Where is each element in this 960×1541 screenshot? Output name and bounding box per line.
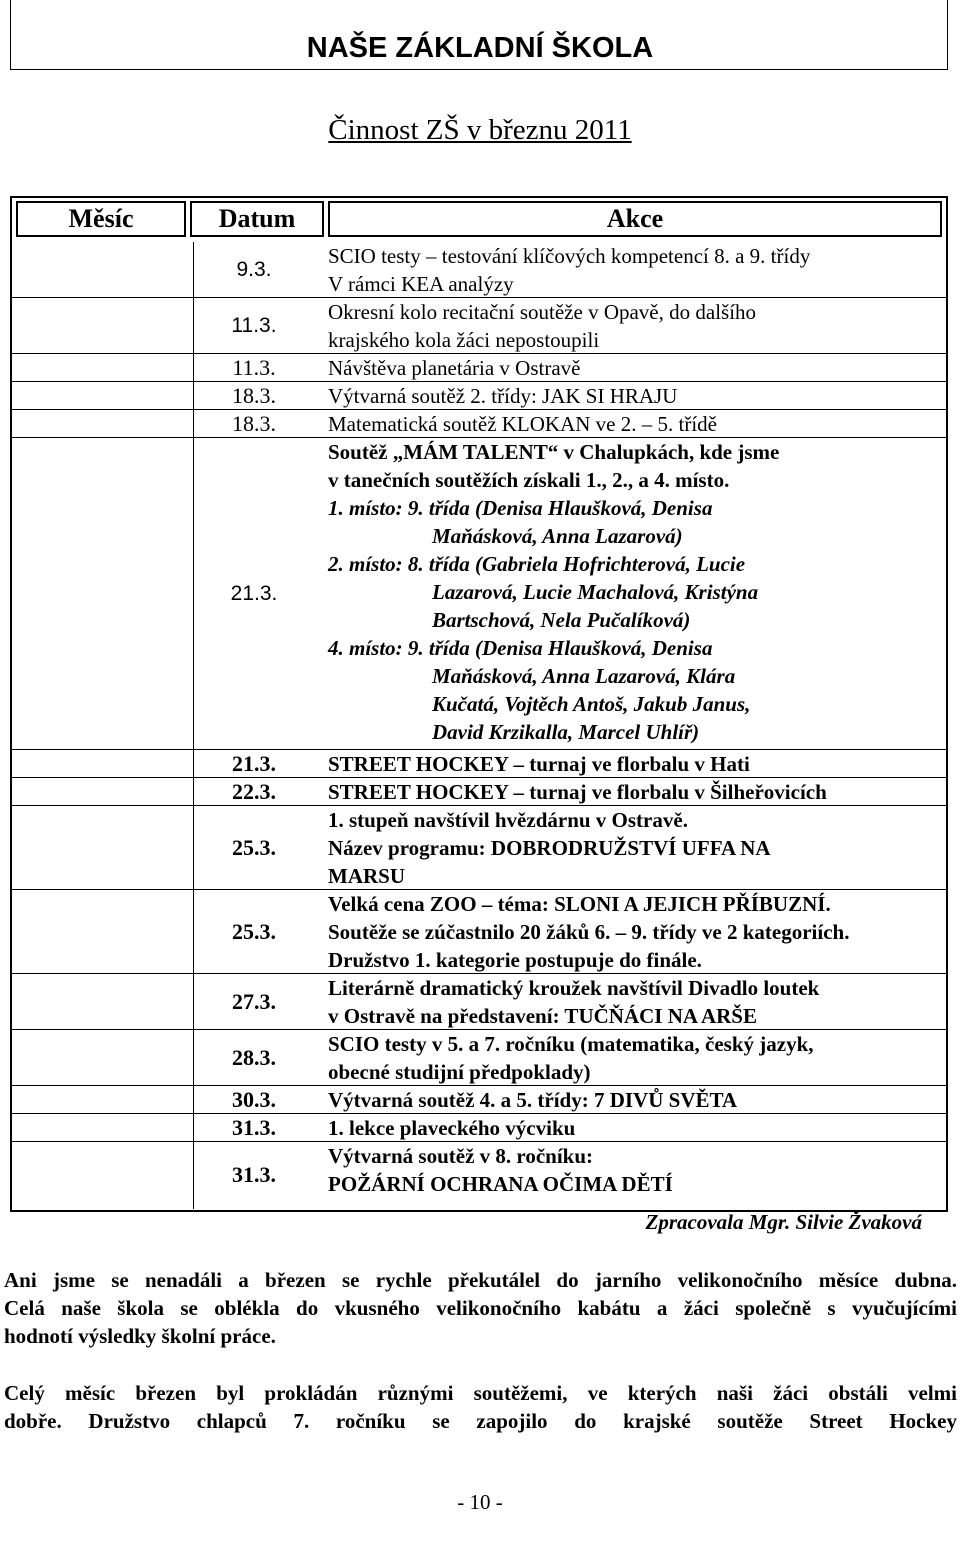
event-line: Soutěže se zúčastnilo 20 žáků 6. – 9. třídy ve 2 kategoriích. [328, 920, 850, 944]
table-row [12, 750, 946, 778]
activities-table [10, 196, 948, 1212]
table-row [12, 242, 946, 298]
event-line: Maňásková, Anna Lazarová) [432, 524, 683, 548]
table-row [12, 806, 946, 890]
event-line: obecné studijní předpoklady) [328, 1060, 591, 1084]
event-line: Soutěž „MÁM TALENT“ v Chalupkách, kde jsme [328, 440, 780, 464]
event-line: 2. místo: 8. třída (Gabriela Hofrichterová, Lucie [328, 552, 746, 576]
event-line: Lazarová, Lucie Machalová, Kristýna [432, 580, 759, 604]
row-date: 31.3. [232, 1162, 276, 1187]
paragraph [4, 1379, 957, 1435]
table-row [12, 890, 946, 974]
table-row [12, 410, 946, 438]
event-line: Výtvarná soutěž v 8. ročníku: [328, 1144, 594, 1168]
row-date: 11.3. [231, 313, 277, 337]
event-line: Matematická soutěž KLOKAN ve 2. – 5. třídě [328, 412, 717, 436]
event-line: 1. lekce plaveckého výcviku [328, 1116, 576, 1140]
row-date: 11.3. [232, 354, 276, 380]
table-row [12, 1142, 946, 1208]
table-row [12, 974, 946, 1030]
paragraph-line: Celý měsíc březen byl prokládán různými soutěžemi, ve kterých naši žáci obstáli velmi [4, 1381, 957, 1405]
page-title: Činnost ZŠ v březnu 2011 [328, 114, 632, 146]
row-date: 27.3. [232, 988, 276, 1014]
event-line: 4. místo: 9. třída (Denisa Hlaušková, Denisa [328, 636, 713, 660]
event-line: Okresní kolo recitační soutěže v Opavě, do dalšího [328, 300, 757, 324]
row-date: 18.3. [232, 410, 276, 436]
event-line: Družstvo 1. kategorie postupuje do finále. [328, 948, 702, 972]
event-line: David Krzikalla, Marcel Uhlíř) [432, 720, 700, 744]
event-line: SCIO testy – testování klíčových kompetencí 8. a 9. třídy [328, 244, 811, 268]
row-date: 25.3. [232, 834, 276, 860]
row-date: 21.3. [230, 581, 278, 605]
paragraph [4, 1266, 957, 1350]
event-line: 1. místo: 9. třída (Denisa Hlaušková, Denisa [328, 496, 713, 520]
event-line: STREET HOCKEY – turnaj ve florbalu v Hati [328, 752, 750, 776]
event-line: Velká cena ZOO – téma: SLONI A JEJICH PŘÍBUZNÍ. [328, 892, 831, 916]
event-line: Bartschová, Nela Pučalíková) [432, 608, 691, 632]
table-row [12, 1086, 946, 1114]
event-line: MARSU [328, 864, 405, 888]
row-date: 31.3. [232, 1114, 276, 1140]
paragraph-line: Ani jsme se nenadáli a březen se rychle překutálel do jarního velikonočního měsíce dubna. [4, 1268, 957, 1292]
table-row [12, 298, 946, 354]
header-date: Datum [190, 201, 324, 237]
table-row [12, 778, 946, 806]
header-month: Měsíc [16, 201, 186, 237]
paragraph-line: hodnotí výsledky školní práce. [4, 1324, 276, 1348]
row-date: 25.3. [232, 918, 276, 944]
event-line: POŽÁRNÍ OCHRANA OČIMA DĚTÍ [328, 1172, 673, 1196]
table-row [12, 1114, 946, 1142]
row-date: 28.3. [232, 1044, 276, 1070]
row-date: 30.3. [232, 1086, 276, 1112]
event-line: Kučatá, Vojtěch Antoš, Jakub Janus, [432, 692, 751, 716]
event-line: v tanečních soutěžích získali 1., 2., a 4. místo. [328, 468, 730, 492]
event-line: SCIO testy v 5. a 7. ročníku (matematika, český jazyk, [328, 1032, 814, 1056]
signature: Zpracovala Mgr. Silvie Žvaková [645, 1210, 922, 1234]
event-line: V rámci KEA analýzy [328, 272, 514, 296]
event-line: Výtvarná soutěž 2. třídy: JAK SI HRAJU [328, 384, 678, 408]
table-row [12, 354, 946, 382]
event-line: v Ostravě na představení: TUČŇÁCI NA ARŠE [328, 1004, 757, 1028]
event-line: Literárně dramatický kroužek navštívil Divadlo loutek [328, 976, 820, 1000]
paragraph-line: dobře. Družstvo chlapců 7. ročníku se zapojilo do krajské soutěže Street Hockey [4, 1409, 957, 1433]
event-line: 1. stupeň navštívil hvězdárnu v Ostravě. [328, 808, 688, 832]
table-row [12, 438, 946, 750]
page-header: NAŠE ZÁKLADNÍ ŠKOLA [306, 32, 654, 64]
row-date: 21.3. [232, 750, 276, 776]
header-action: Akce [328, 201, 942, 237]
row-date: 18.3. [232, 382, 276, 408]
event-line: Název programu: DOBRODRUŽSTVÍ UFFA NA [328, 836, 771, 860]
paragraph-line: Celá naše škola se oblékla do vkusného velikonočního kabátu a žáci společně s vyučujícími [4, 1296, 957, 1320]
page-number: - 10 - [457, 1490, 503, 1514]
event-line: STREET HOCKEY – turnaj ve florbalu v Šilheřovicích [328, 780, 827, 804]
event-line: Maňásková, Anna Lazarová, Klára [432, 664, 736, 688]
row-date: 22.3. [232, 778, 276, 804]
table-row [12, 382, 946, 410]
event-line: Výtvarná soutěž 4. a 5. třídy: 7 DIVŮ SVĚTA [328, 1088, 738, 1112]
event-line: krajského kola žáci nepostoupili [328, 328, 600, 352]
table-row [12, 1030, 946, 1086]
event-line: Návštěva planetária v Ostravě [328, 356, 581, 380]
row-date: 9.3. [236, 257, 272, 281]
